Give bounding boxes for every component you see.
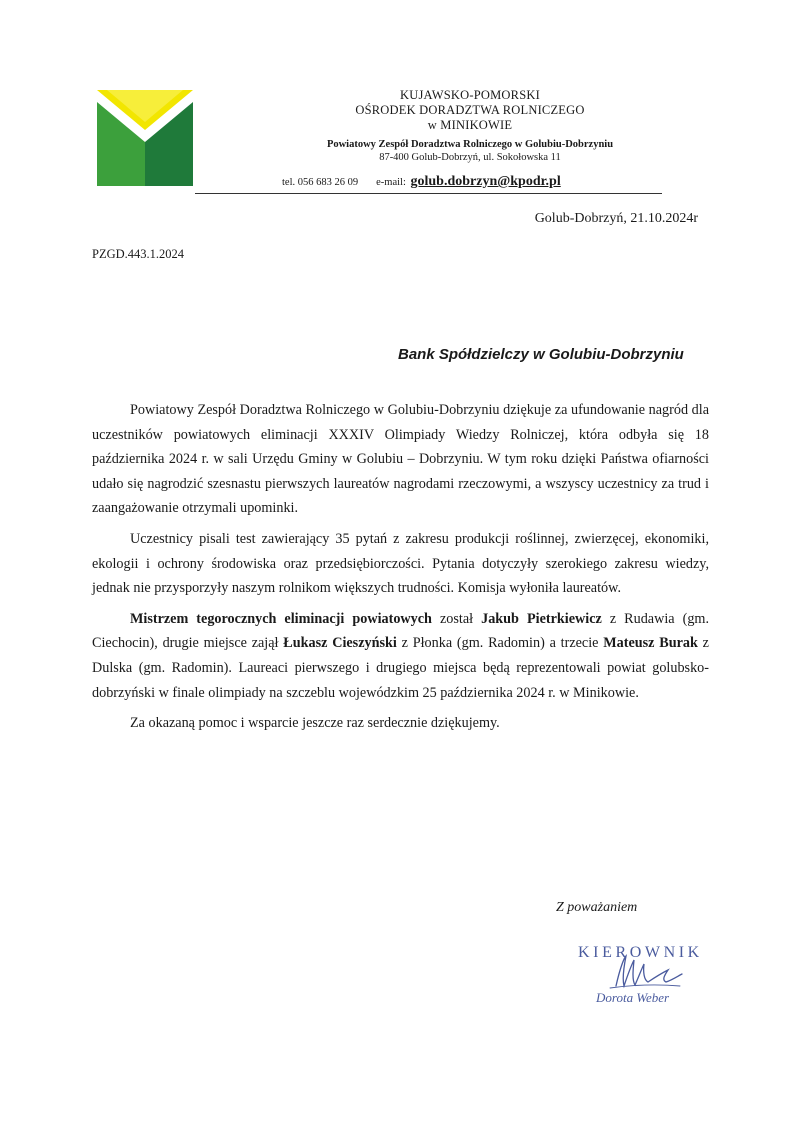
email-label: e-mail: [376,177,406,188]
text-fragment: z Rudawia (gm. Ciechocin), drugie miejsce zajął [92,610,709,652]
second-place-name: Łukasz Cieszyński [283,635,397,652]
org-name-line2: OŚRODEK DORADZTWA ROLNICZEGO [355,103,585,117]
letter-date: Golub-Dobrzyń, 21.10.2024r [534,211,698,226]
kpodr-logo [97,90,193,186]
org-name-line1: KUJAWSKO-POMORSKI [400,88,540,102]
first-place-name: Jakub Pietrkiewicz [481,610,602,627]
org-name-line3: w MINIKOWIE [427,118,513,132]
stamp-title: KIEROWNIK [578,944,703,961]
text-fragment: został [431,610,482,627]
unit-address: 87-400 Golub-Dobrzyń, ul. Sokołowska 11 [379,152,561,163]
letter-body [92,398,709,742]
contact-line [282,174,561,190]
third-place-name: Mateusz Burak [603,635,698,652]
paragraph-2: Uczestnicy pisali test zawierający 35 pytań z zakresu produkcji roślinnej, zwierzęcej, ekonomiki, ekologii i ochrony środowiska oraz przedsiębiorczości. Pytania dotyczyły szerokiego zakresu wiedzy, jednak nie przysporzyły naszym rolnikom większych trudności. Komisja wyłoniła laureatów. [92,530,709,597]
paragraph-4: Za okazaną pomoc i wsparcie jeszcze raz serdecznie dziękujemy. [130,715,500,732]
header-divider [195,193,662,194]
closing-salutation: Z poważaniem [556,900,638,915]
text-fragment: z Płonka (gm. Radomin) a trzecie [396,635,604,652]
email-address[interactable]: golub.dobrzyn@kpodr.pl [410,174,561,189]
unit-name: Powiatowy Zespół Doradztwa Rolniczego w Golubiu-Dobrzyniu [326,139,614,150]
phone-number: tel. 056 683 26 09 [282,177,359,188]
text-fragment: z Dulska (gm. Radomin). Laureaci pierwszego i drugiego miejsca będą reprezentowali powiat golubsko-dobrzyński w finale olimpiady na szczeblu wojewódzkim 25 października 2024 r. w Minikowie. [92,635,709,701]
organization-header [270,88,670,164]
paragraph-3 [92,607,709,705]
recipient: Bank Spółdzielczy w Golubiu-Dobrzyniu [398,346,684,363]
stamp-name: Dorota Weber [596,990,670,1005]
reference-number: PZGD.443.1.2024 [92,247,185,261]
paragraph-1: Powiatowy Zespół Doradztwa Rolniczego w Golubiu-Dobrzyniu dziękuje za ufundowanie nagród dla uczestników powiatowych eliminacji XXXIV Olimpiady Wiedzy Rolniczej, która odbyła się 18 października 2024 r. w sali Urzędu Gminy w Golubiu – Dobrzyniu. W tym roku dzięki Państwa ofiarności udało się nagrodzić szesnastu pierwszych laureatów nagrodami rzeczowymi, a wszyscy uczestnicy za trud i zaangażowanie otrzymali upominki. [92,402,709,517]
winner-statement: Mistrzem tegorocznych eliminacji powiatowych [130,610,432,627]
handwritten-signature [602,952,692,992]
